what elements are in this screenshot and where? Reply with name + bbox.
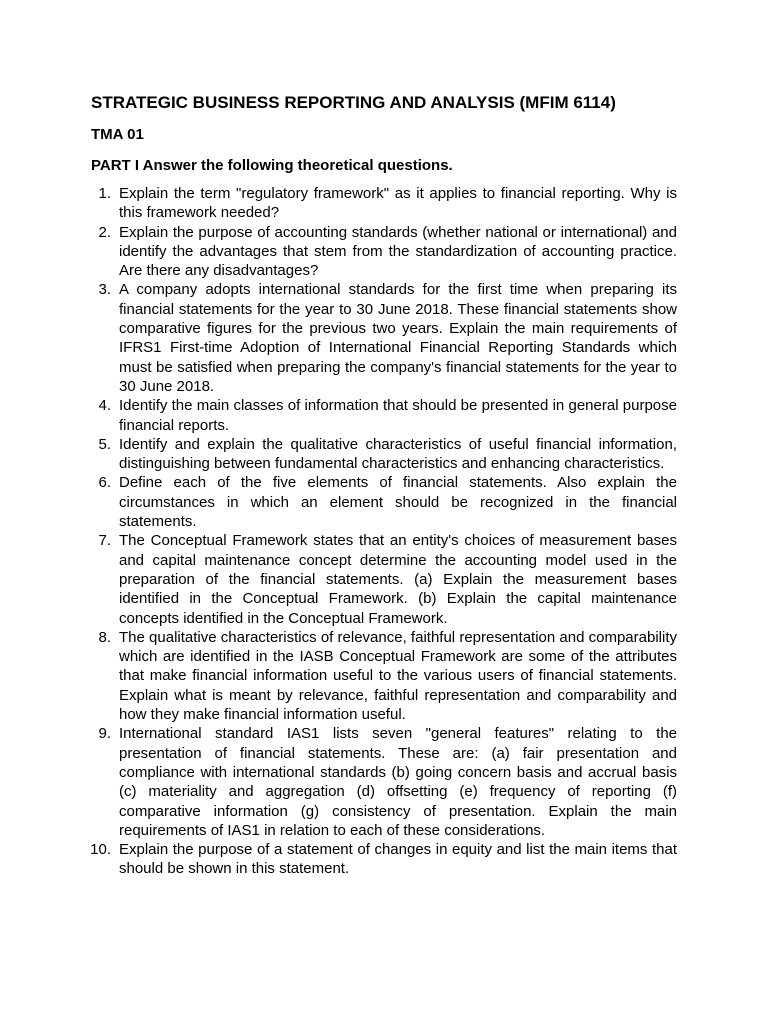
question-number: 1.	[98, 185, 111, 202]
question-text: A company adopts international standards for the first time when preparing its financial statements for the year to 30 June 2018. These financial statements show comparative figures for the previous two years. Explain the main requirements of IFRS1 First-time Adoption of International Financial Reporting Standards which must be satisfied when preparing the company's financial statements for the year to 30 June 2018.	[119, 281, 677, 395]
question-number: 8.	[98, 628, 111, 646]
question-item	[91, 223, 677, 281]
question-number: 6.	[98, 474, 111, 492]
question-number: 10.	[90, 841, 111, 859]
part-heading: PART I Answer the following theoretical questions.	[91, 157, 453, 174]
question-number: 4.	[98, 397, 111, 415]
question-item	[91, 184, 677, 223]
document-page	[91, 92, 677, 879]
question-text: Explain the term "regulatory framework" as it applies to financial reporting. Why is this framework needed?	[119, 185, 677, 222]
question-text: Identify the main classes of information that should be presented in general purpose financial reports.	[119, 397, 677, 434]
question-item	[91, 280, 677, 396]
question-number: 2.	[98, 223, 111, 241]
question-text: Define each of the five elements of financial statements. Also explain the circumstances in which an element should be recognized in the financial statements.	[119, 474, 677, 531]
question-item	[91, 435, 677, 474]
document-subtitle: TMA 01	[91, 126, 144, 143]
question-text: Identify and explain the qualitative characteristics of useful financial information, distinguishing between fundamental characteristics and enhancing characteristics.	[119, 435, 677, 473]
question-number: 7.	[98, 532, 111, 550]
question-item	[91, 628, 677, 724]
question-item	[91, 531, 677, 627]
question-number: 9.	[98, 725, 111, 743]
question-item	[91, 473, 677, 531]
question-item	[91, 396, 677, 435]
question-number: 3.	[98, 281, 111, 299]
question-text: Explain the purpose of a statement of changes in equity and list the main items that should be shown in this statement.	[119, 841, 677, 878]
question-number: 5.	[98, 435, 111, 453]
question-item	[91, 724, 677, 840]
question-list	[91, 184, 677, 879]
question-text: International standard IAS1 lists seven "general features" relating to the presentation of financial statements. These are: (a) fair presentation and compliance with international standards (b) going concern basis and accrual basis (c) materiality and aggregation (d) offsetting (e) frequency of reporting (f) comparative information (g) consistency of presentation. Explain the main requirements of IAS1 in relation to each of these considerations.	[119, 725, 677, 839]
question-item	[91, 840, 677, 879]
question-text: The Conceptual Framework states that an entity's choices of measurement bases and capital maintenance concept determine the accounting model used in the preparation of the financial statements. (a) Explain the measurement bases identified in the Conceptual Framework. (b) Explain the capital maintenance concepts identified in the Conceptual Framework.	[119, 532, 677, 627]
document-title: STRATEGIC BUSINESS REPORTING AND ANALYSIS (MFIM 6114)	[91, 93, 616, 112]
question-text: Explain the purpose of accounting standards (whether national or international) and identify the advantages that stem from the standardization of accounting practice. Are there any disadvantages?	[119, 223, 677, 280]
question-text: The qualitative characteristics of relevance, faithful representation and comparability which are identified in the IASB Conceptual Framework are some of the attributes that make financial information useful to the various users of financial statements. Explain what is meant by relevance, faithful representation and comparability and how they make financial information useful.	[119, 628, 677, 724]
